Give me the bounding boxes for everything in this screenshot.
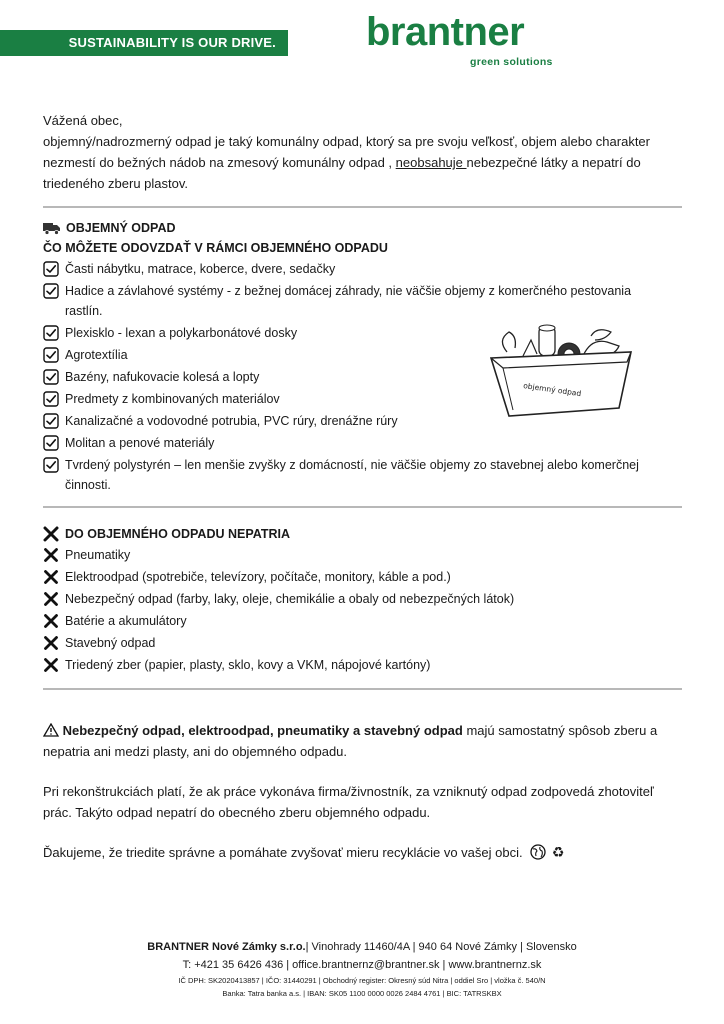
cross-icon <box>43 569 59 585</box>
allowed-item <box>43 280 683 302</box>
warning-bold: Nebezpečný odpad, elektroodpad, pneumatiky a stavebný odpad <box>62 723 463 738</box>
footer-bank: Banka: Tatra banka a.s. | IBAN: SK05 1100 0000 0026 2484 4761 | BIC: TATRSKBX <box>222 989 502 998</box>
allowed-title <box>43 218 683 238</box>
thanks-text: Ďakujeme, že triedite správne a pomáhate zvyšovať mieru recyklácie vo vašej obci. <box>43 845 523 860</box>
recycle-icon: ♻ <box>551 845 565 861</box>
not-allowed-item <box>43 566 683 588</box>
not-allowed-item <box>43 588 683 610</box>
cross-icon <box>43 547 59 563</box>
intro-paragraph <box>43 131 683 194</box>
not-allowed-title-text: DO OBJEMNÉHO ODPADU NEPATRIA <box>65 527 291 541</box>
not-allowed-item <box>43 632 683 654</box>
not-allowed-title <box>43 524 683 544</box>
logo-subtitle: green solutions <box>470 56 553 68</box>
dumpster-label: objemný odpad <box>522 381 582 399</box>
not-allowed-item <box>43 654 683 676</box>
not-allowed-item-text: Pneumatiky <box>65 548 131 562</box>
not-allowed-item-text: Stavebný odpad <box>65 636 156 650</box>
allowed-item-text: Kanalizačné a vodovodné potrubia, PVC rúry, drenážne rúry <box>65 414 398 428</box>
divider <box>43 206 682 208</box>
allowed-item-text: Hadice a závlahové systémy - z bežnej domácej záhrady, nie väčšie objemy z komerčného pestovania <box>65 284 632 298</box>
intro-text: objemný/nadrozmerný odpad je taký komunálny odpad, ktorý sa pre svoju veľkosť, objem alebo charakter nezmestí do bežných nádob na zmesový komunálny odpad , <box>43 134 650 170</box>
dumpster-illustration <box>487 322 635 422</box>
checkbox-checked-icon <box>43 391 59 407</box>
footer-contact: T: +421 35 6426 436 | office.brantnernz@brantner.sk | www.brantnernz.sk <box>182 959 542 971</box>
cross-icon <box>43 526 59 542</box>
allowed-item <box>43 454 683 476</box>
footer-address <box>0 938 724 956</box>
intro-text-end: nebezpečné látky a nepatrí do triedeného zberu plastov. <box>43 155 641 191</box>
warning-paragraph <box>43 720 683 762</box>
brantner-logo <box>366 12 566 68</box>
footer-address-rest: | Vinohrady 11460/4A | 940 64 Nové Zámky | Slovensko <box>305 941 577 953</box>
globe-icon <box>530 844 546 860</box>
allowed-item-text: Plexisklo - lexan a polykarbonátové dosky <box>65 326 298 340</box>
allowed-item <box>43 258 683 280</box>
not-allowed-item-text: Batérie a akumulátory <box>65 614 187 628</box>
allowed-item-text: Agrotextília <box>65 348 128 362</box>
cross-icon <box>43 591 59 607</box>
checkbox-checked-icon <box>43 325 59 341</box>
truck-icon <box>43 221 61 235</box>
allowed-item-text: Predmety z kombinovaných materiálov <box>65 392 280 406</box>
cross-icon <box>43 613 59 629</box>
allowed-item-text: Časti nábytku, matrace, koberce, dvere, sedačky <box>65 262 336 276</box>
footer-company: BRANTNER Nové Zámky s.r.o. <box>147 941 306 953</box>
logo-text: brantner <box>366 10 525 54</box>
greeting: Vážená obec, <box>43 113 123 128</box>
allowed-item-text: Bazény, nafukovacie kolesá a lopty <box>65 370 260 384</box>
checkbox-checked-icon <box>43 457 59 473</box>
not-allowed-item-text: Nebezpečný odpad (farby, laky, oleje, chemikálie a obaly od nebezpečných látok) <box>65 592 515 606</box>
allowed-item-continuation: rastlín. <box>65 304 103 318</box>
not-allowed-item <box>43 610 683 632</box>
divider <box>43 688 682 690</box>
footer <box>0 938 724 1000</box>
checkbox-checked-icon <box>43 283 59 299</box>
allowed-title-text: OBJEMNÝ ODPAD <box>66 221 176 235</box>
not-allowed-section <box>43 524 683 676</box>
slogan-banner <box>0 30 288 56</box>
not-allowed-item-text: Elektroodpad (spotrebiče, televízory, počítače, monitory, káble a pod.) <box>65 570 451 584</box>
slogan-text: SUSTAINABILITY IS OUR DRIVE. <box>68 35 276 50</box>
intro-underlined: neobsahuje <box>395 155 467 170</box>
warning-rest: majú samostatný spôsob zberu a nepatria ani medzi plasty, ani do objemného odpadu. <box>43 723 658 759</box>
checkbox-checked-icon <box>43 435 59 451</box>
warning-icon <box>43 723 59 737</box>
allowed-item-continuation: činnosti. <box>65 478 111 492</box>
allowed-item-text: Tvrdený polystyrén – len menšie zvyšky z domácností, nie väčšie objemy zo stavebnej alebo komerčnej <box>65 458 639 472</box>
cross-icon <box>43 657 59 673</box>
cross-icon <box>43 635 59 651</box>
checkbox-checked-icon <box>43 369 59 385</box>
checkbox-checked-icon <box>43 413 59 429</box>
footer-registry: IČ DPH: SK2020413857 | IČO: 31440291 | Obchodný register: Okresný súd Nitra | oddiel Sro | vložka č. 540/N <box>178 976 546 985</box>
not-allowed-list <box>43 544 683 676</box>
allowed-subtitle: ČO MÔŽETE ODOVZDAŤ V RÁMCI OBJEMNÉHO ODPADU <box>43 241 388 255</box>
thanks-paragraph <box>43 842 683 864</box>
checkbox-checked-icon <box>43 347 59 363</box>
not-allowed-item-text: Triedený zber (papier, plasty, sklo, kovy a VKM, nápojové kartóny) <box>65 658 431 672</box>
not-allowed-item <box>43 544 683 566</box>
letter-body <box>43 110 683 864</box>
reconstruction-paragraph: Pri rekonštrukciách platí, že ak práce vykonáva firma/živnostník, za vzniknutý odpad zodpovedá zhotoviteľ prác. Takýto odpad nepatrí do obecného zberu objemného odpadu. <box>43 784 654 820</box>
checkbox-checked-icon <box>43 261 59 277</box>
allowed-item-text: Molitan a penové materiály <box>65 436 215 450</box>
divider <box>43 506 682 508</box>
allowed-item <box>43 432 683 454</box>
